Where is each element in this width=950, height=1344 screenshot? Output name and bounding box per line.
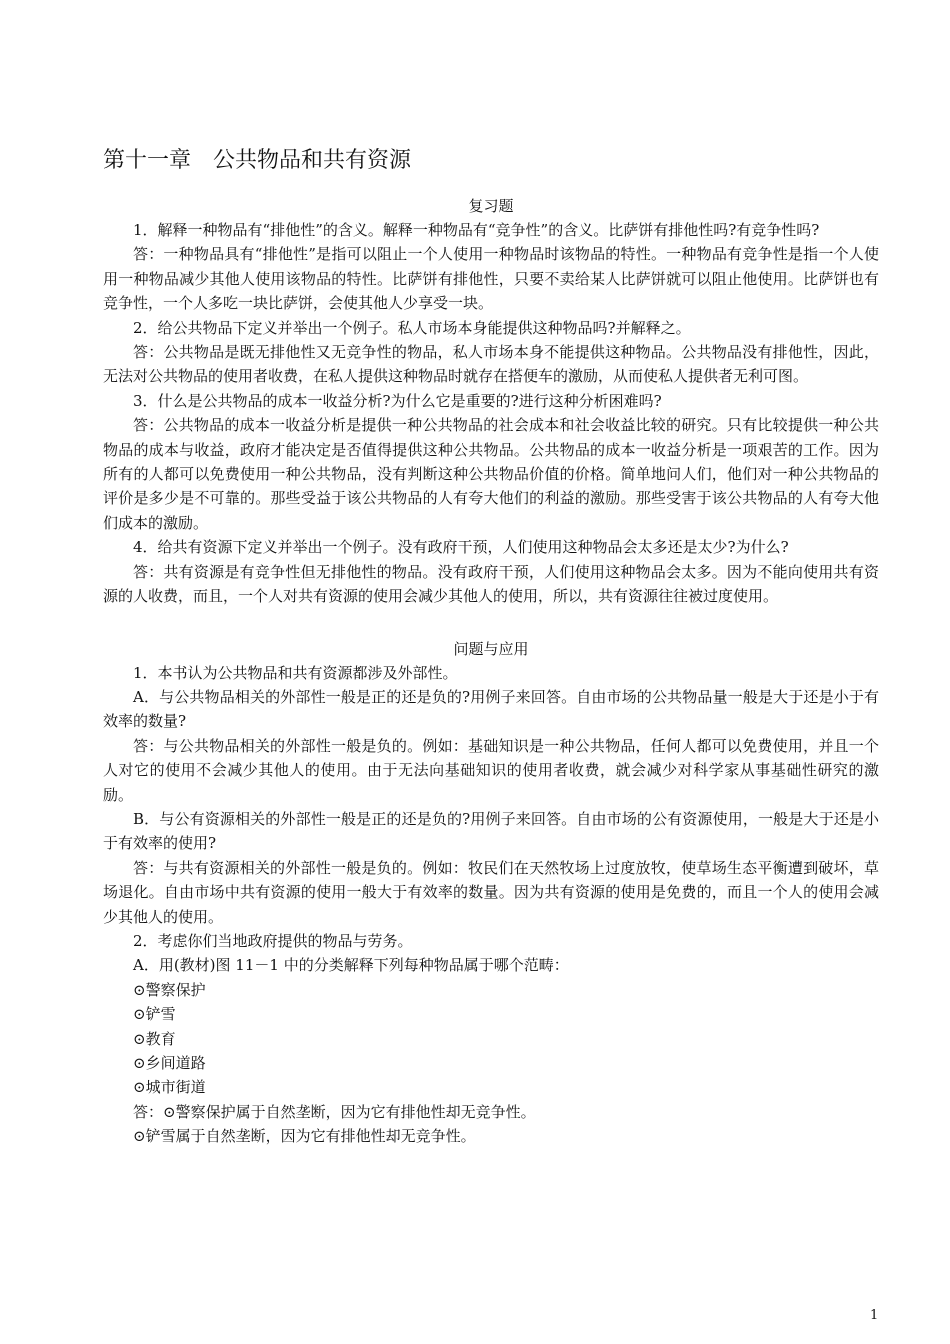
review-answer-3: 答：公共物品的成本一收益分析是提供一种公共物品的社会成本和社会收益比较的研究。只有比较提供一种公共物品的成本与收益，政府才能决定是否值得提供这种公共物品。公共物品的成本一收益分析是一项艰苦的工作。因为所有的人都可以免费使用一种公共物品，没有判断这种公共物品价值的价格。简单地问人们，他们对一种公共物品的评价是多少是不可靠的。那些受益于该公共物品的人有夸大他们的利益的激励。那些受害于该公共物品的人有夸大他们成本的激励。 <box>103 416 879 532</box>
list-item: ⊙铲雪 <box>133 1005 176 1024</box>
applications-heading: 问题与应用 <box>453 639 529 658</box>
review-heading: 复习题 <box>468 197 514 215</box>
page-number: 1 <box>870 1308 879 1323</box>
application-question-1a: A．与公共物品相关的外部性一般是正的还是负的?用例子来回答。自由市场的公共物品量一般是大于还是小于有效率的数量? <box>103 687 879 731</box>
application-answer-1b: 答：与共有资源相关的外部性一般是负的。例如：牧民们在天然牧场上过度放牧，使草场生态平衡遭到破坏，草场退化。自由市场中共有资源的使用一般大于有效率的数量。因为共有资源的使用是免费的，而且一个人的使用会减少其他人的使用。 <box>103 858 879 926</box>
application-answer-1a: 答：与公共物品相关的外部性一般是负的。例如：基础知识是一种公共物品，任何人都可以免费使用，并且一个人对它的使用不会减少其他人的使用。由于无法向基础知识的使用者收费，就会减少对科学家从事基础性研究的激励。 <box>103 736 879 804</box>
answer-2a-line-1: 答：⊙警察保护属于自然垄断，因为它有排他性却无竞争性。 <box>133 1102 536 1121</box>
list-item: ⊙城市街道 <box>133 1078 206 1097</box>
review-answer-1: 答：一种物品具有“排他性”是指可以阻止一个人使用一种物品时该物品的特性。一种物品有竞争性是指一个人使用一种物品减少其他人使用该物品的特性。比萨饼有排他性，只要不卖给某人比萨饼就可以阻止他使用。比萨饼也有竞争性，一个人多吃一块比萨饼，会使其他人少享受一块。 <box>103 245 879 313</box>
document-page <box>103 146 879 1149</box>
application-question-1: 1．本书认为公共物品和共有资源都涉及外部性。 <box>133 663 458 682</box>
review-question-1: 1．解释一种物品有“排他性”的含义。解释一种物品有“竞争性”的含义。比萨饼有排他性吗?有竞争性吗? <box>133 221 820 239</box>
application-question-2: 2．考虑你们当地政府提供的物品与劳务。 <box>133 931 413 950</box>
list-item: ⊙教育 <box>133 1029 176 1048</box>
answer-2a-line-2: ⊙铲雪属于自然垄断，因为它有排他性却无竞争性。 <box>133 1127 476 1146</box>
list-item: ⊙乡间道路 <box>133 1054 206 1072</box>
review-question-2: 2．给公共物品下定义并举出一个例子。私人市场本身能提供这种物品吗?并解释之。 <box>133 318 691 337</box>
review-answer-4: 答：共有资源是有竞争性但无排他性的物品。没有政府干预，人们使用这种物品会太多。因为不能向使用共有资源的人收费，而且，一个人对共有资源的使用会减少其他人的使用，所以，共有资源往往被过度使用。 <box>103 562 879 606</box>
review-question-4: 4．给共有资源下定义并举出一个例子。没有政府干预，人们使用这种物品会太多还是太少?为什么? <box>133 538 789 557</box>
chapter-title: 第十一章 公共物品和共有资源 <box>103 148 412 173</box>
application-question-1b: B．与公有资源相关的外部性一般是正的还是负的?用例子来回答。自由市场的公有资源使用，一般是大于还是小于有效率的使用? <box>103 809 879 853</box>
list-item: ⊙警察保护 <box>133 980 206 999</box>
review-answer-2: 答：公共物品是既无排他性又无竞争性的物品，私人市场本身不能提供这种物品。公共物品没有排他性，因此，无法对公共物品的使用者收费，在私人提供这种物品时就存在搭便车的激励，从而使私人提供者无利可图。 <box>103 343 879 386</box>
review-question-3: 3．什么是公共物品的成本一收益分析?为什么它是重要的?进行这种分析困难吗? <box>133 391 662 410</box>
application-question-2a: A．用(教材)图 11－1 中的分类解释下列每种物品属于哪个范畴： <box>133 956 569 975</box>
